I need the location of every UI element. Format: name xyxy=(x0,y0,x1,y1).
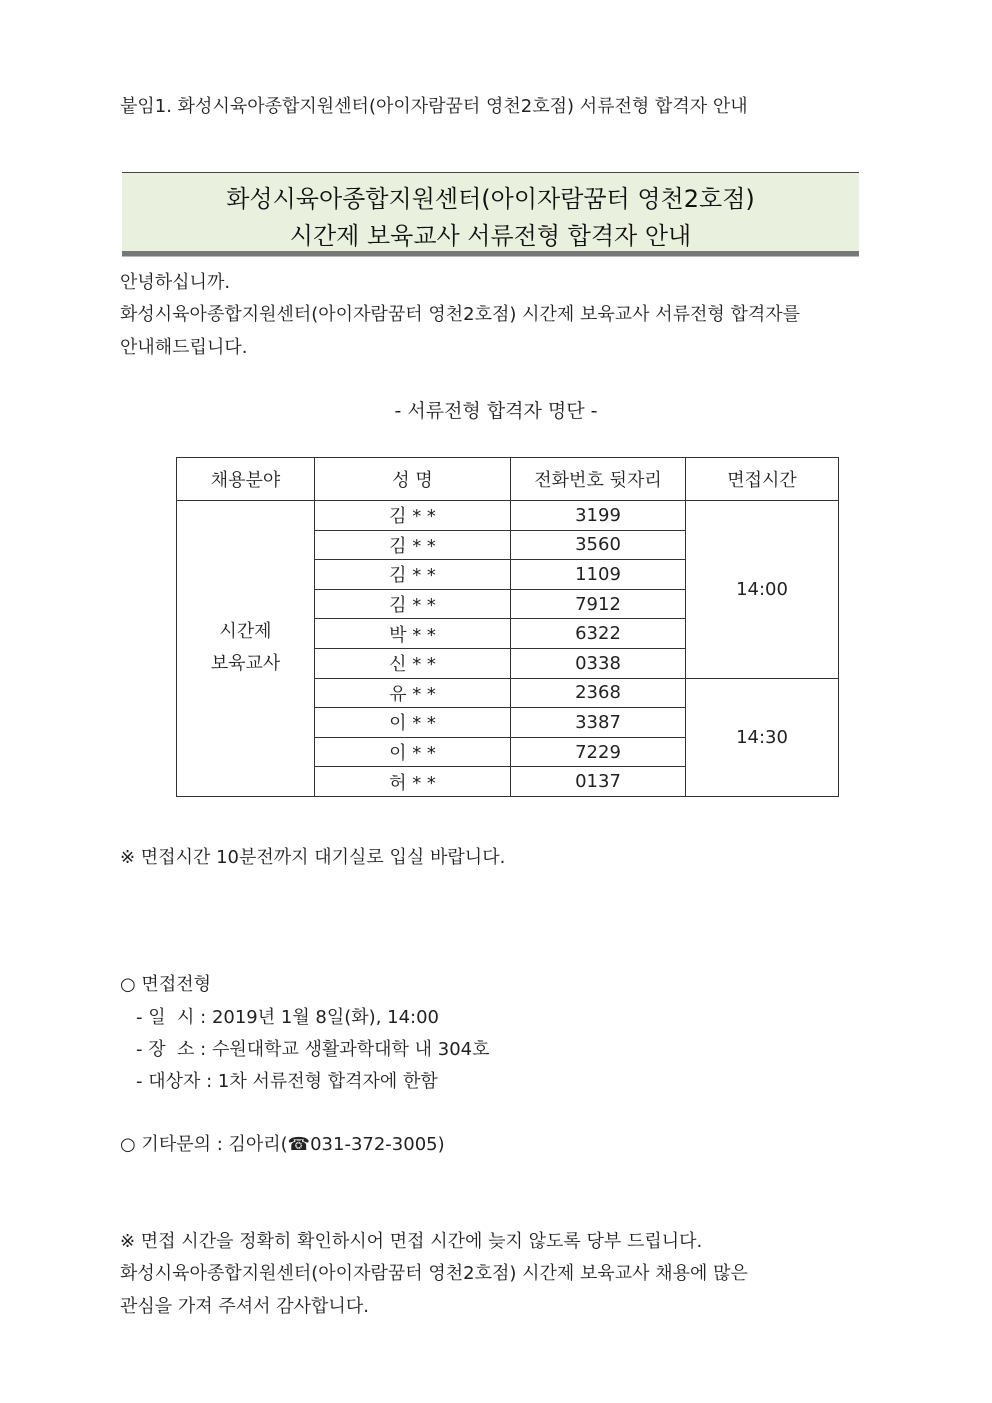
name-cell: 박 * * xyxy=(315,619,511,649)
list-title: - 서류전형 합격자 명단 - xyxy=(394,400,598,422)
name-cell: 김 * * xyxy=(315,589,511,619)
interview-place: - 장 소 : 수원대학교 생활과학대학 내 304호 xyxy=(136,1039,490,1060)
phone-cell: 3199 xyxy=(511,501,686,531)
category-cell xyxy=(177,501,315,797)
interview-date: - 일 시 : 2019년 1월 8일(화), 14:00 xyxy=(136,1007,440,1028)
name-cell: 김 * * xyxy=(315,530,511,560)
phone-cell: 7912 xyxy=(511,589,686,619)
time-cell-group-1: 14:00 xyxy=(686,501,839,679)
name-cell: 유 * * xyxy=(315,678,511,708)
title-line-2: 시간제 보육교사 서류전형 합격자 안내 xyxy=(289,222,692,250)
title-box xyxy=(122,172,859,256)
table-header-row xyxy=(177,458,839,501)
time-note: ※ 면접 시간을 정확히 확인하시어 면접 시간에 늦지 않도록 당부 드립니다. xyxy=(120,1231,703,1252)
name-cell: 이 * * xyxy=(315,708,511,738)
phone-cell: 6322 xyxy=(511,619,686,649)
intro-line-2: 안내해드립니다. xyxy=(120,337,248,358)
header-name: 성 명 xyxy=(315,458,511,501)
phone-cell: 1109 xyxy=(511,560,686,590)
phone-cell: 7229 xyxy=(511,737,686,767)
category-line-2: 보육교사 xyxy=(210,653,281,675)
name-cell: 신 * * xyxy=(315,648,511,678)
phone-cell: 2368 xyxy=(511,678,686,708)
header-phone: 전화번호 뒷자리 xyxy=(511,458,686,501)
phone-cell: 0137 xyxy=(511,767,686,797)
contact-line: ○ 기타문의 : 김아리(☎031-372-3005) xyxy=(120,1134,445,1155)
closing-line-2: 관심을 가져 주셔서 감사합니다. xyxy=(120,1296,369,1317)
time-cell-group-2: 14:30 xyxy=(686,678,839,796)
category-line-1: 시간제 xyxy=(219,621,272,643)
name-cell: 허 * * xyxy=(315,767,511,797)
phone-cell: 3387 xyxy=(511,708,686,738)
phone-cell: 3560 xyxy=(511,530,686,560)
intro-line-1: 화성시육아종합지원센터(아이자람꿈터 영천2호점) 시간제 보육교사 서류전형 합격자를 xyxy=(120,304,801,325)
name-cell: 김 * * xyxy=(315,501,511,531)
greeting: 안녕하십니까. xyxy=(120,272,231,293)
name-cell: 김 * * xyxy=(315,560,511,590)
name-cell: 이 * * xyxy=(315,737,511,767)
header-category: 채용분야 xyxy=(177,458,315,501)
phone-cell: 0338 xyxy=(511,648,686,678)
arrival-note: ※ 면접시간 10분전까지 대기실로 입실 바랍니다. xyxy=(120,847,506,868)
interview-target: - 대상자 : 1차 서류전형 합격자에 한함 xyxy=(136,1071,438,1092)
attachment-line: 붙임1. 화성시육아종합지원센터(아이자람꿈터 영천2호점) 서류전형 합격자 안내 xyxy=(120,96,748,117)
title-line-1: 화성시육아종합지원센터(아이자람꿈터 영천2호점) xyxy=(226,185,755,213)
closing-line-1: 화성시육아종합지원센터(아이자람꿈터 영천2호점) 시간제 보육교사 채용에 많은 xyxy=(120,1263,748,1284)
interview-heading: ○ 면접전형 xyxy=(120,974,211,995)
table-row xyxy=(177,501,839,531)
header-time: 면접시간 xyxy=(686,458,839,501)
roster-table xyxy=(176,457,839,797)
